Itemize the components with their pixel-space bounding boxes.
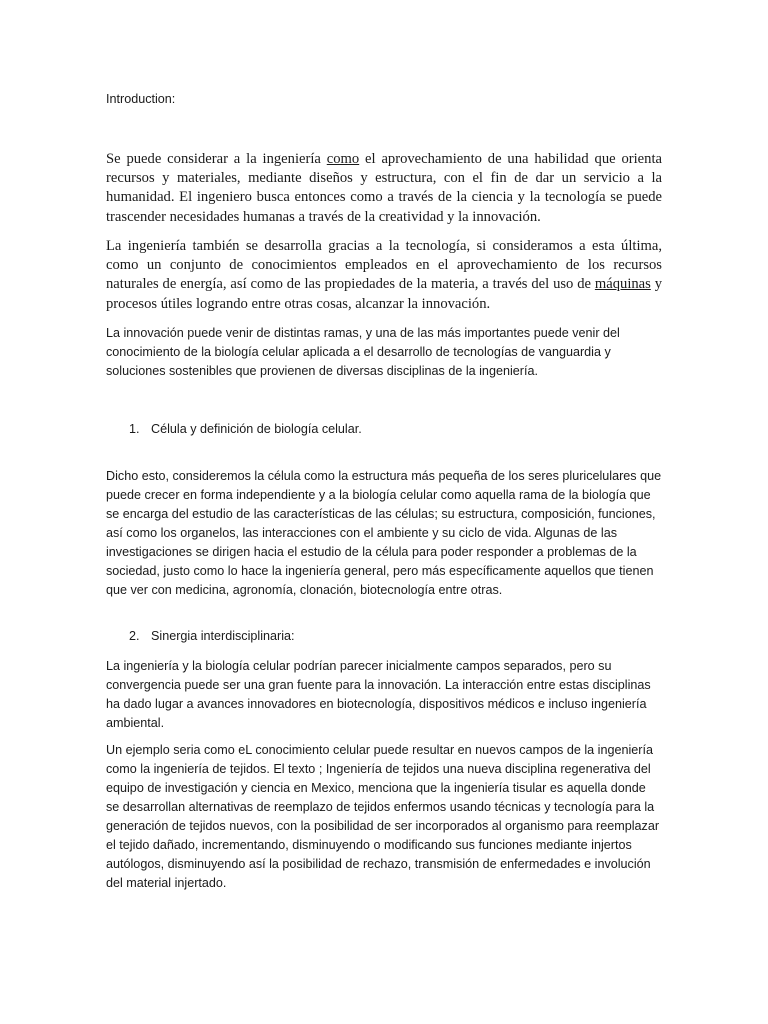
paragraph-synergy-2: Un ejemplo seria como eL conocimiento celular puede resultar en nuevos campos de la ingeniería como la ingeniería de tejidos. El texto ; Ingeniería de tejidos una nueva disciplina regenerativa del equipo de investigación y ciencia en Mexico, menciona que la ingeniería tisular es aquella donde se desarrollan alternativas de reemplazo de tejidos enfermos usando técnicas y tecnología para la generación de tejidos nuevos, con la posibilidad de ser incorporados al organismo para reemplazar el tejido dañado, incrementando, disminuyendo o modificando sus funciones mediante injertos autólogos, disminuyendo así la posibilidad de rechazo, transmisión de enfermedades e involución del material injertado. bbox=[106, 743, 660, 890]
paragraph-intro-1 bbox=[106, 150, 662, 227]
paragraph-intro-2 bbox=[106, 237, 662, 314]
paragraph-text: y procesos útiles logrando entre otras cosas, alcanzar la innovación. bbox=[106, 276, 663, 312]
intro-heading: Introduction: bbox=[106, 92, 176, 106]
underlined-word-maquinas: máquinas bbox=[594, 276, 651, 293]
paragraph-cell-definition: Dicho esto, consideremos la célula como la estructura más pequeña de los seres pluricelulares que puede crecer en forma independiente y a la biología celular como aquella rama de la biología que se encarga del estudio de las características de las células; su estructura, composición, funciones, así como los organelos, las interacciones con el ambiente y su ciclo de vida. Algunas de las investigaciones se dirigen hacia el estudio de la célula para poder responder a problemas de la sociedad, justo como lo hace la ingeniería general, pero más específicamente aquellos que tienen que ver con medicina, agronomía, clonación, biotecnología entre otras. bbox=[106, 469, 662, 597]
list-item-1 bbox=[129, 420, 362, 439]
paragraph-synergy-1: La ingeniería y la biología celular podrían parecer inicialmente campos separados, pero su convergencia puede ser una gran fuente para la innovación. La interacción entre estas disciplinas ha dado lugar a avances innovadores en biotecnología, dispositivos médicos e incluso ingeniería ambiental. bbox=[106, 659, 651, 730]
paragraph-text: el aprovechamiento de una habilidad que orienta recursos y materiales, mediante diseños y estructura, con el fin de dar un servicio a la humanidad. El ingeniero busca entonces como a través de la ciencia y la tecnología se puede trascender necesidades humanas a través de la creatividad y la innovación. bbox=[106, 151, 662, 225]
list-item-text: Sinergia interdisciplinaria: bbox=[151, 629, 295, 643]
list-number: 1. bbox=[129, 422, 140, 436]
list-item-2 bbox=[129, 627, 295, 646]
underlined-word-como: como bbox=[326, 151, 360, 167]
paragraph-intro-3: La innovación puede venir de distintas ramas, y una de las más importantes puede venir del conocimiento de la biología celular aplicada a el desarrollo de tecnologías de vanguardia y soluciones sostenibles que provienen de diversas disciplinas de la ingeniería. bbox=[106, 326, 620, 378]
paragraph-text: Se puede considerar a la ingeniería bbox=[106, 151, 327, 167]
list-number: 2. bbox=[129, 629, 140, 643]
list-item-text: Célula y definición de biología celular. bbox=[151, 422, 362, 436]
paragraph-text: La ingeniería también se desarrolla gracias a la tecnología, si consideramos a esta última, como un conjunto de conocimientos empleados en el aprovechamiento de los recursos naturales de energía, así como de las propiedades de la materia, a través del uso de bbox=[106, 238, 662, 293]
